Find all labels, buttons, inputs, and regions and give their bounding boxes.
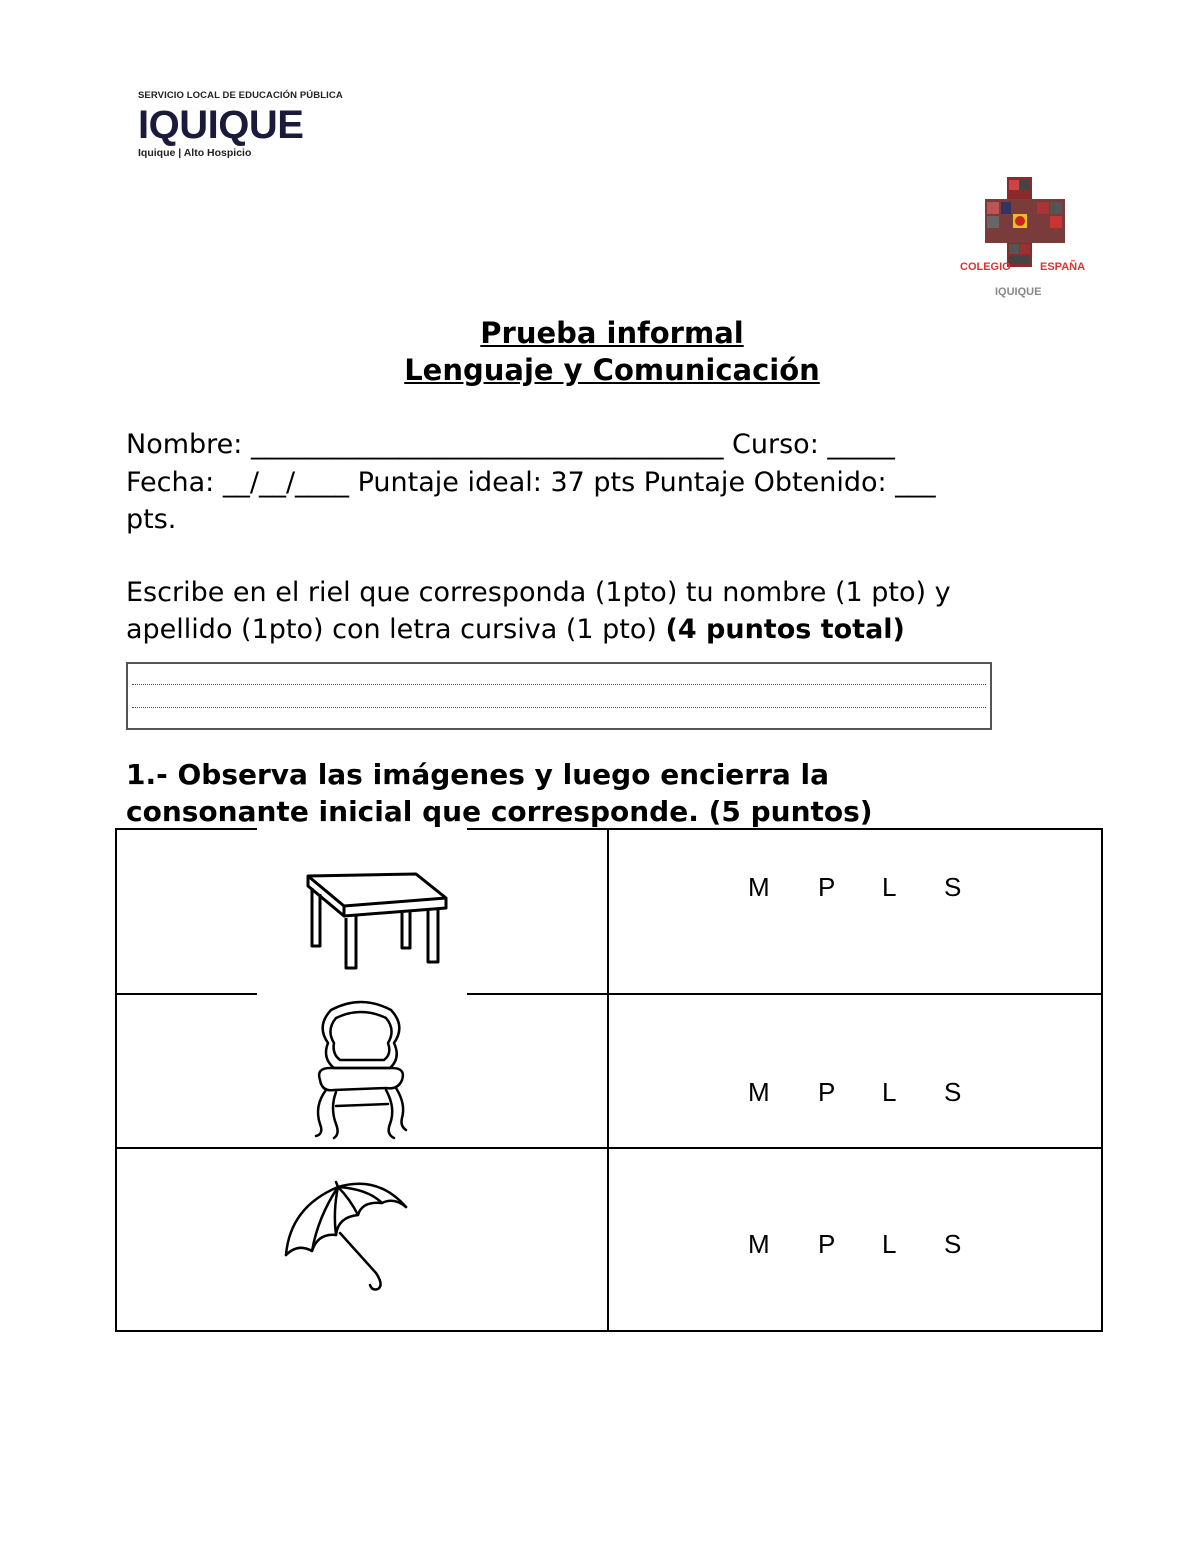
svg-text:COLEGIO: COLEGIO (960, 261, 1011, 273)
slep-logo (138, 90, 358, 170)
table-row-divider (467, 993, 1103, 995)
table-drawing-icon (298, 866, 453, 974)
date-score-line: Fecha: __/__/____ Puntaje ideal: 37 pts Puntaje Obtenido: ___ (126, 467, 936, 498)
option-letter[interactable]: L (882, 1229, 897, 1259)
table-row-divider (115, 993, 257, 995)
logo-subtitle: Iquique | Alto Hospicio (138, 147, 252, 159)
option-letter[interactable]: S (944, 1077, 962, 1107)
subject-title: Lenguaje y Comunicación (404, 353, 820, 387)
rail-dotted-line (132, 707, 986, 708)
instruction-points-total: (4 puntos total) (665, 614, 905, 645)
instruction-line-1: Escribe en el riel que corresponda (1pto) tu nombre (1 pto) y (126, 577, 951, 608)
svg-text:IQUIQUE: IQUIQUE (995, 286, 1042, 298)
option-letter[interactable]: P (818, 872, 836, 902)
table-border (115, 828, 257, 830)
test-title: Prueba informal (480, 316, 744, 350)
handwriting-rail[interactable] (126, 662, 992, 730)
option-letter[interactable]: S (944, 872, 962, 902)
score-unit-line: pts. (126, 504, 177, 535)
instruction-line-2 (126, 611, 905, 648)
table-border (115, 828, 117, 1332)
option-letter[interactable]: S (944, 1229, 962, 1259)
table-border (115, 1330, 1103, 1332)
logo-service-line: SERVICIO LOCAL DE EDUCACIÓN PÚBLICA (138, 90, 343, 101)
chair-drawing-icon (306, 998, 416, 1143)
logo-brand: IQUIQUE (138, 103, 304, 147)
rail-dotted-line (132, 684, 986, 685)
instruction-normal-text: apellido (1pto) con letra cursiva (1 pto) (126, 614, 666, 645)
cross-emblem-icon (955, 172, 1095, 302)
option-letter[interactable]: M (748, 1229, 770, 1259)
umbrella-drawing-icon (278, 1177, 413, 1292)
question-1-line-2: consonante inicial que corresponde. (5 puntos) (126, 795, 873, 828)
option-letter[interactable]: M (748, 872, 770, 902)
option-letter[interactable]: L (882, 872, 897, 902)
question-1-line-1: 1.- Observa las imágenes y luego encierra la (126, 758, 830, 791)
option-letter[interactable]: P (818, 1229, 836, 1259)
option-letter[interactable]: M (748, 1077, 770, 1107)
table-border (467, 828, 1103, 830)
school-logo (955, 172, 1095, 302)
option-letter[interactable]: P (818, 1077, 836, 1107)
table-border (1101, 828, 1103, 1332)
table-column-divider (607, 828, 609, 1332)
table-row-divider (115, 1147, 1103, 1149)
svg-text:ESPAÑA: ESPAÑA (1040, 261, 1086, 273)
option-letter[interactable]: L (882, 1077, 897, 1107)
name-course-line: Nombre: ___________________________________ Curso: _____ (126, 429, 895, 460)
